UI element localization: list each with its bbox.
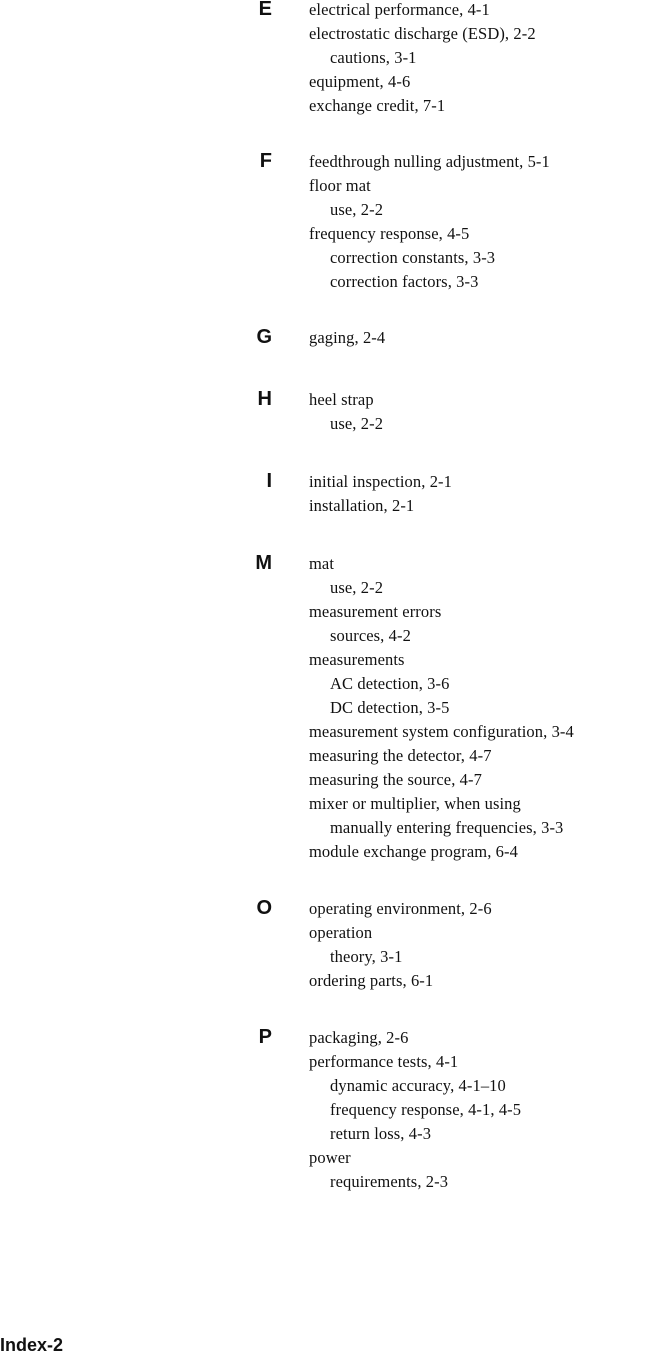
index-entry: measuring the detector, 4-7 (309, 746, 492, 765)
entry-list (309, 388, 383, 436)
entry-list (309, 1026, 521, 1194)
index-entry: electrical performance, 4-1 (309, 0, 490, 19)
index-entry: installation, 2-1 (309, 496, 415, 515)
index-subentry: requirements, 2-3 (330, 1172, 449, 1191)
index-subentry: DC detection, 3-5 (330, 698, 450, 717)
index-subentry: use, 2-2 (330, 578, 384, 597)
index-entry: gaging, 2-4 (309, 328, 386, 347)
entry-list (309, 0, 536, 118)
index-entry: operating environment, 2-6 (309, 899, 492, 918)
index-entry: power (309, 1148, 351, 1167)
index-subentry: sources, 4-2 (330, 626, 411, 645)
index-subentry: manually entering frequencies, 3-3 (330, 818, 564, 837)
index-entry: packaging, 2-6 (309, 1028, 409, 1047)
index-subentry: return loss, 4-3 (330, 1124, 432, 1143)
entry-list (309, 470, 452, 518)
index-entry: initial inspection, 2-1 (309, 472, 452, 491)
index-subentry: cautions, 3-1 (330, 48, 417, 67)
index-entry: mixer or multiplier, when using (309, 794, 521, 813)
index-entry: module exchange program, 6-4 (309, 842, 518, 861)
section-letter: E (258, 0, 272, 20)
index-entry: feedthrough nulling adjustment, 5-1 (309, 152, 550, 171)
index-entry: frequency response, 4-5 (309, 224, 470, 243)
index-subentry: correction factors, 3-3 (330, 272, 479, 291)
index-entry: performance tests, 4-1 (309, 1052, 459, 1071)
index-entry: measurement system configuration, 3-4 (309, 722, 574, 741)
index-entry: mat (309, 554, 335, 573)
index-entry: electrostatic discharge (ESD), 2-2 (309, 24, 536, 43)
section-letter: M (255, 552, 272, 574)
index-entry: measurements (309, 650, 405, 669)
section-letter: P (258, 1026, 272, 1048)
section-letter: I (266, 470, 272, 492)
entry-list (309, 150, 550, 294)
index-subentry: AC detection, 3-6 (330, 674, 450, 693)
index-entry: measurement errors (309, 602, 442, 621)
index-entry: measuring the source, 4-7 (309, 770, 482, 789)
entry-list (309, 326, 385, 350)
entry-list (309, 552, 574, 864)
index-subentry: theory, 3-1 (330, 947, 403, 966)
page-number: Index-2 (0, 1335, 64, 1355)
index-subentry: use, 2-2 (330, 414, 384, 433)
index-entry: heel strap (309, 390, 374, 409)
section-letter: G (256, 326, 272, 348)
index-entry: floor mat (309, 176, 371, 195)
index-entry: exchange credit, 7-1 (309, 96, 446, 115)
section-letter: H (257, 388, 272, 410)
index-subentry: correction constants, 3-3 (330, 248, 496, 267)
index-entry: equipment, 4-6 (309, 72, 411, 91)
index-subentry: dynamic accuracy, 4-1–10 (330, 1076, 506, 1095)
index-subentry: frequency response, 4-1, 4-5 (330, 1100, 522, 1119)
section-letter: O (256, 897, 272, 919)
index-entry: operation (309, 923, 373, 942)
entry-list (309, 897, 492, 993)
section-letter: F (259, 150, 272, 172)
index-subentry: use, 2-2 (330, 200, 384, 219)
index-entry: ordering parts, 6-1 (309, 971, 434, 990)
